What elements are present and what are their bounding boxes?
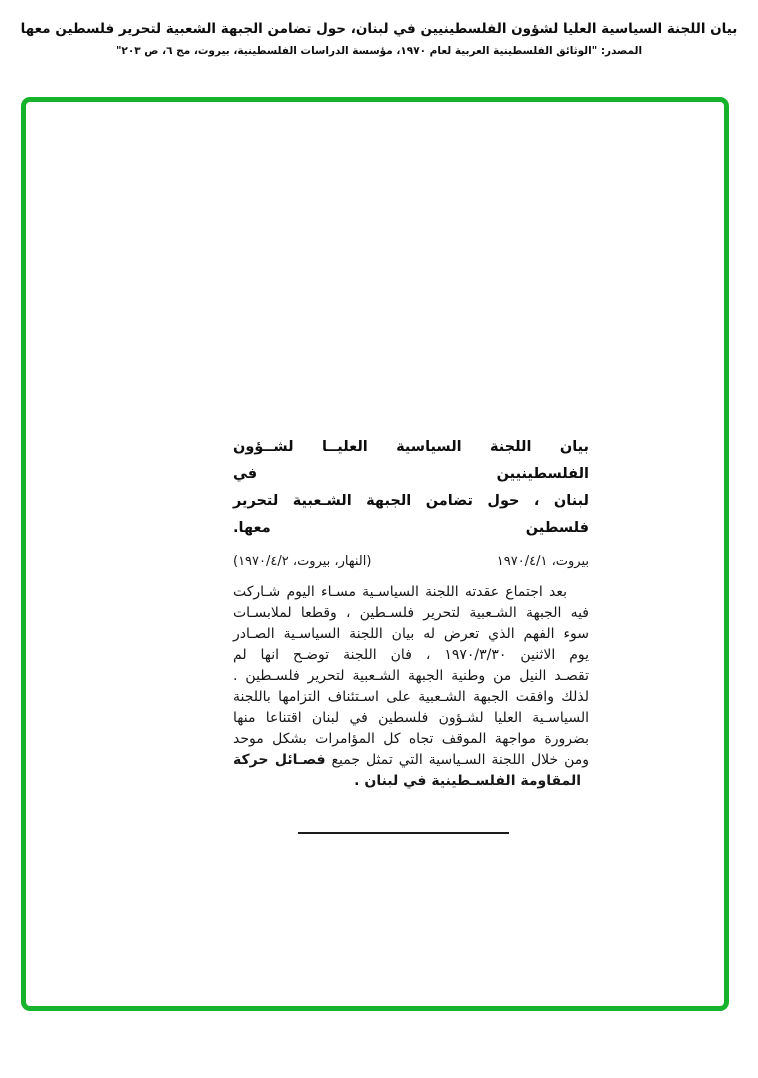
paragraph-text: ومن خلال اللجنة السـياسية التي تمثل جميع bbox=[325, 752, 590, 768]
paragraph-line-4: يوم الاثنين ١٩٧٠/٣/٣٠ ، فان اللجنة توضـح انها لم bbox=[233, 647, 589, 663]
paragraph-line-1: بعد اجتماع عقدته اللجنة السياسـية مسـاء اليوم شـاركت bbox=[233, 584, 567, 600]
dateline-citation: (النهار، بيروت، ١٩٧٠/٤/٢) bbox=[233, 554, 372, 569]
header-source: المصدر: "الوثائق الفلسطينية العربية لعام ١٩٧٠، مؤسسة الدراسات الفلسطينية، بيروت، مج ٦، ص ٢٠٣" bbox=[115, 45, 643, 57]
document-frame bbox=[21, 97, 729, 1011]
emphasis-text: فصـائل حركة bbox=[233, 752, 326, 768]
paragraph-line-7: السياسـية العليا لشـؤون فلسطين في لبنان اقتناعا منها bbox=[233, 710, 589, 726]
dateline bbox=[233, 552, 589, 571]
scanned-document bbox=[233, 434, 589, 834]
page-header bbox=[0, 21, 758, 57]
paragraph-line-2: فيه الجبهة الشـعبية لتحرير فلسـطين ، وقطعا لملابسـات bbox=[233, 605, 589, 621]
title-line-2: لبنان ، حول تضامن الجبهة الشـعبية لتحرير فلسطين معها. bbox=[233, 493, 589, 536]
section-divider bbox=[298, 832, 509, 834]
paragraph-line-5: تقصـد النيل من وطنية الجبهة الشـعبية لتحرير فلسـطين . bbox=[233, 668, 589, 684]
dateline-place-date: بيروت، ١٩٧٠/٤/١ bbox=[496, 554, 589, 569]
header-title: بيان اللجنة السياسية العليا لشؤون الفلسطينيين في لبنان، حول تضامن الجبهة الشعبية لتحرير فلسطين معها bbox=[20, 21, 738, 37]
paragraph-line-8: بضرورة مواجهة الموقف تجاه كل المؤامرات بشكل موحد bbox=[233, 731, 589, 747]
body-paragraph bbox=[233, 582, 589, 792]
paragraph-line-6: لذلك وافقت الجبهة الشـعبية على اسـتئناف التزامها باللجنة bbox=[233, 689, 589, 705]
title-line-1: بيان اللجنة السياسية العليــا لشــؤون الفلسطينيين في bbox=[233, 439, 589, 482]
document-title bbox=[233, 434, 589, 542]
paragraph-line-3: سوء الفهم الذي تعرض له بيان اللجنة السياسـية الصـادر bbox=[233, 626, 589, 642]
closing-line: المقاومة الفلسـطينية في لبنان . bbox=[354, 773, 581, 789]
paragraph-line-9 bbox=[233, 750, 589, 771]
